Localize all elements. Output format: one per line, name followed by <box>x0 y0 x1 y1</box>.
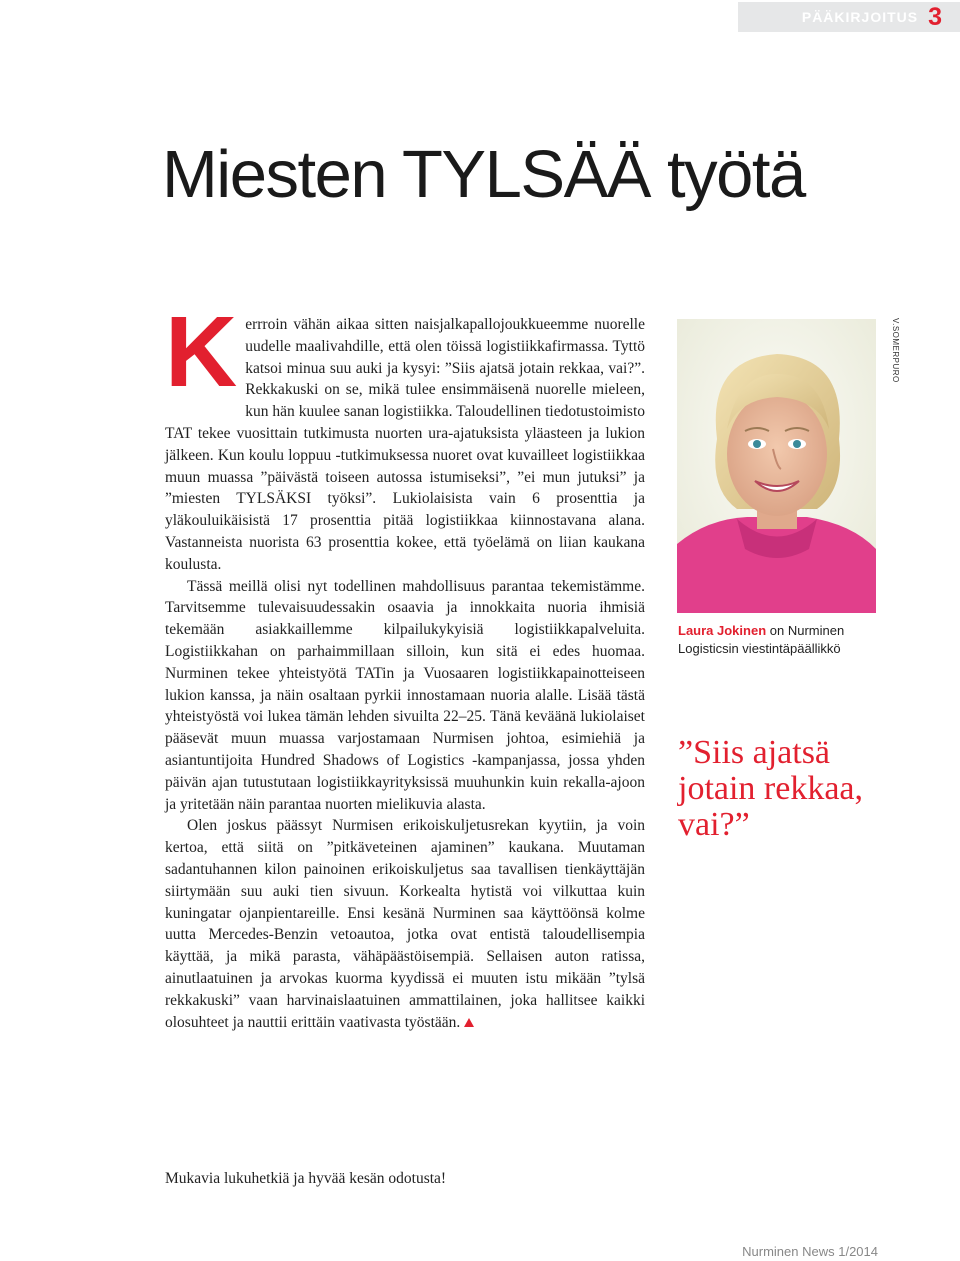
end-of-article-icon <box>464 1018 474 1027</box>
section-header <box>738 2 960 32</box>
caption-text: on Nurminen Logisticsin viestintäpäällikkö <box>678 623 845 656</box>
closing-line: Mukavia lukuhetkiä ja hyvää kesän odotusta! <box>165 1170 447 1187</box>
article-paragraph <box>165 815 645 1033</box>
drop-cap: K <box>165 296 238 408</box>
paragraph-text: errroin vähän aikaa sitten naisjalkapallojoukkueemme nuorelle uudelle maalivahdille, että olen töissä logistiikkafirmassa. Tyttö katsoi minua suu auki ja kysyi: ”Siis ajatsä jotain rekkaa, vai?”. Rekkakuski on se, mikä tulee ensimmäisenä nuorelle mieleen, kun hän kuulee sanan logistiikka. Taloudellinen tiedotustoimisto TAT tekee vuosittain tutkimusta nuorten ura-ajatuksista yläasteen ja lukion jälkeen. Kun koulu loppuu -tutkimuksessa nuoret ovat kuvailleet logistiikkaa muun muassa ”päivästä toiseen autossa istumiseksi”, ”ei mun jutuksi” ja ”miesten TYLSÄKSI työksi”. Lukiolaisista vain 6 prosenttia ja yläkouluikäisistä 17 prosenttia pitää logistiikkaa kiinnostavana alana. Vastanneista nuorista 63 prosenttia kokee, että työelämä on liian kaukana koulusta. <box>165 316 645 573</box>
article-paragraph: Tässä meillä olisi nyt todellinen mahdollisuus parantaa tekemistämme. Tarvitsemme tulevaisuudessakin osaavia ja innokkaita nuoria ihmisiä tekemään asiakkaillemme kilpailukykyisiä logistiikkapalveluita. Logistiikkahan on parhaimmillaan silloin, kun sitä ei edes huomaa. Nurminen tekee yhteistyötä TATin ja Vuosaaren logistiikkapainotteiseen lukion kanssa, ja näin osaltaan pyrkii innostamaan nuoria alalle. Lisää tästä yhteistyöstä voi lukea tämän lehden sivuilta 22–25. Tänä keväänä lukiolaiset pääsevät muun muassa varjostamaan Nurmisen johtoa, esimiehiä ja asiantuntijoita Hundred Shadows of Logistics -kampanjassa, jossa yhden päivän ajan tutustutaan logistiikkayrityksissä muuhunkin kuin rekalla-ajoon ja yritetään näin parantaa nuorten mielikuvia alasta. <box>165 577 645 813</box>
photo-caption <box>678 622 878 658</box>
paragraph-text: Olen joskus päässyt Nurmisen erikoiskuljetusrekan kyytiin, ja voin kertoa, että siitä on ”pitkäveteinen ajaminen” kaukana. Muutaman sadantuhannen kilon painoinen erikoiskuljetus saa tavallisen tienkäyttäjän siirtymään suu auki tien sivuun. Korkealta hytistä voi vilkuttaa kuin kuningatar ojanpientareille. Ensi kesänä Nurminen saa käyttöönsä kolme uutta Mercedes-Benzin vetoautoa, jotka ovat entistä taloudellisempia käyttää, ja mikä parasta, vähäpäästöisempiä. Sellaisen auton ratissa, ainutlaatuinen ja arvokas kuorma kyydissä ei muuten istu mikään ”tylsä rekkakuski” vaan harvinaislaatuinen ammattilainen, joka hallitsee kaikki olosuhteet ja nauttii erittäin vaativasta työstään. <box>165 817 645 1031</box>
page-number: 3 <box>928 2 942 31</box>
photo-credit-text: V.SOMERPURO <box>891 318 900 383</box>
author-photo <box>677 319 876 613</box>
page-title: Miesten TYLSÄÄ työtä <box>162 137 805 212</box>
footer-issue: Nurminen News 1/2014 <box>742 1244 878 1259</box>
article-body <box>165 296 645 1033</box>
article-paragraph <box>165 296 645 576</box>
section-label: PÄÄKIRJOITUS <box>801 9 919 25</box>
caption-name: Laura Jokinen <box>678 623 767 638</box>
pull-quote: ”Siis ajatsä jotain rekkaa, vai?” <box>678 734 864 843</box>
photo-credit <box>890 318 900 418</box>
